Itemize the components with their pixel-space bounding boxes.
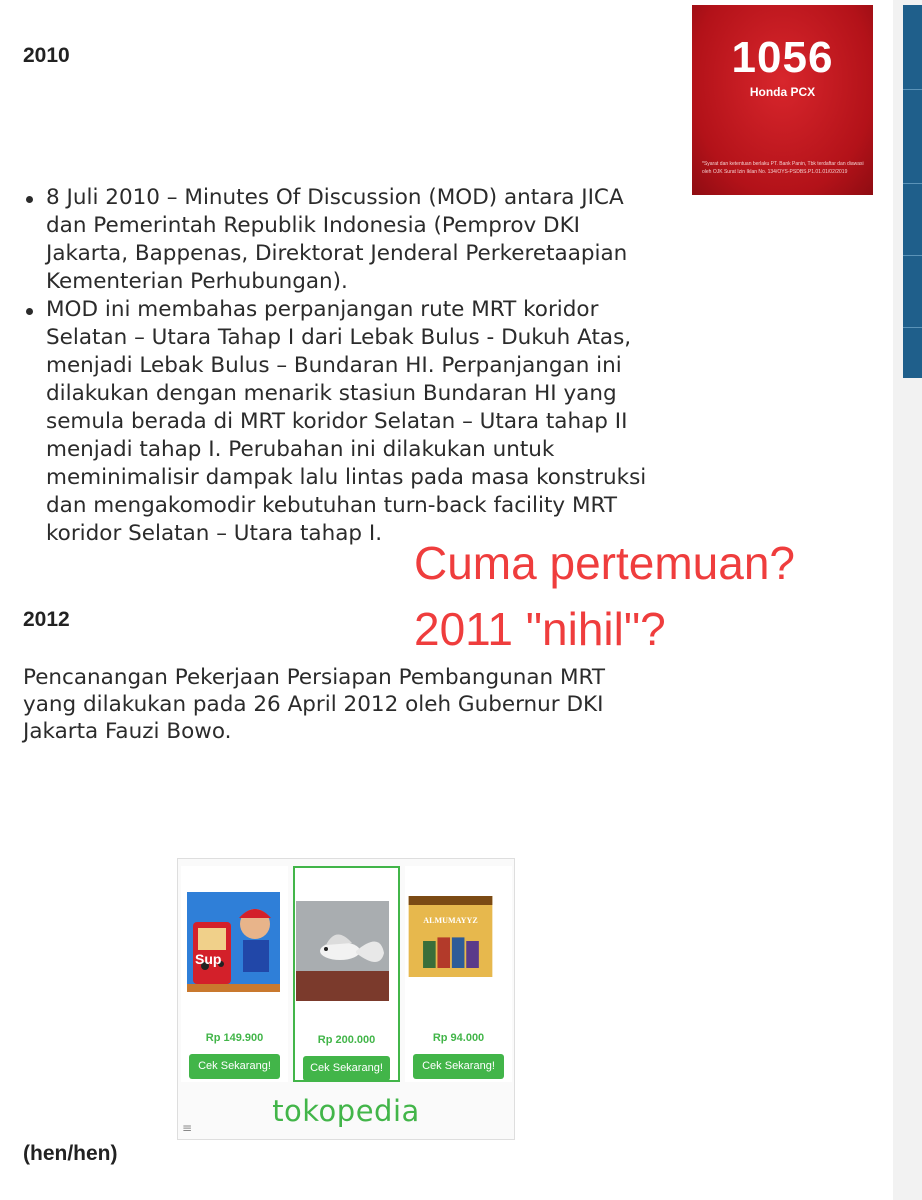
product-price: Rp 94.000: [432, 1032, 485, 1044]
sidebar-nav-strip[interactable]: [903, 5, 922, 378]
year-heading-2012: 2012: [23, 608, 70, 631]
product-card[interactable]: [181, 866, 288, 1082]
list-item: MOD ini membahas perpanjangan rute MRT koridor Selatan – Utara Tahap I dari Lebak Bulus - Dukuh Atas, menjadi Lebak Bulus – Bundaran HI. Perpanjangan ini dilakukan dengan menarik stasiun Bundaran HI yang semula berada di MRT koridor Selatan – Utara tahap II menjadi tahap I. Perubahan ini dilakukan untuk meminimalisir dampak lalu lintas pada masa konstruksi dan mengakomodir kebutuhan turn-back facility MRT koridor Selatan – Utara tahap I.: [22, 296, 662, 548]
ad-fine-print: *Syarat dan ketentuan berlaku PT. Bank Panin, Tbk terdaftar dan diawasi oleh OJK Surat Izin Iklan No. 134/OYS-PSDBS.P1.01.01/02/2019: [702, 161, 864, 175]
paragraph-2012: Pencanangan Pekerjaan Persiapan Pembangunan MRT yang dilakukan pada 26 April 2012 oleh Gubernur DKI Jakarta Fauzi Bowo.: [23, 665, 606, 744]
tokopedia-ad-widget: [177, 858, 515, 1140]
check-now-button[interactable]: Cek Sekarang!: [189, 1054, 280, 1079]
article-signature: (hen/hen): [23, 1142, 118, 1165]
list-item: 8 Juli 2010 – Minutes Of Discussion (MOD) antara JICA dan Pemerintah Republik Indonesia (Pemprov DKI Jakarta, Bappenas, Direktorat Jenderal Perkeretaapian Kementerian Perhubungan).: [22, 184, 662, 296]
hamburger-icon[interactable]: ≡: [182, 1121, 193, 1135]
annotation-line-2: 2011 "nihil"?: [414, 603, 666, 655]
bullet-list-2010: [22, 184, 662, 548]
handheld-game-console-image: [187, 892, 280, 992]
svg-text:ALMUMAYYZ: ALMUMAYYZ: [423, 916, 478, 925]
honda-pcx-ad-banner[interactable]: [692, 5, 873, 195]
betta-fish-image: [296, 900, 389, 1002]
svg-text:Sup: Sup: [195, 951, 222, 967]
book-cover-image: [404, 896, 497, 986]
product-price: Rp 149.900: [205, 1032, 264, 1044]
ad-model: Honda PCX: [749, 85, 816, 99]
product-price: Rp 200.000: [317, 1034, 376, 1046]
check-now-button[interactable]: Cek Sekarang!: [413, 1054, 504, 1079]
product-card[interactable]: [293, 866, 400, 1082]
year-heading-2010: 2010: [23, 44, 70, 67]
ad-number: 1056: [731, 33, 834, 82]
product-card[interactable]: [405, 866, 512, 1082]
tokopedia-logo[interactable]: tokopedia: [272, 1094, 420, 1128]
check-now-button[interactable]: Cek Sekarang!: [303, 1056, 390, 1081]
annotation-line-1: Cuma pertemuan?: [414, 537, 795, 589]
